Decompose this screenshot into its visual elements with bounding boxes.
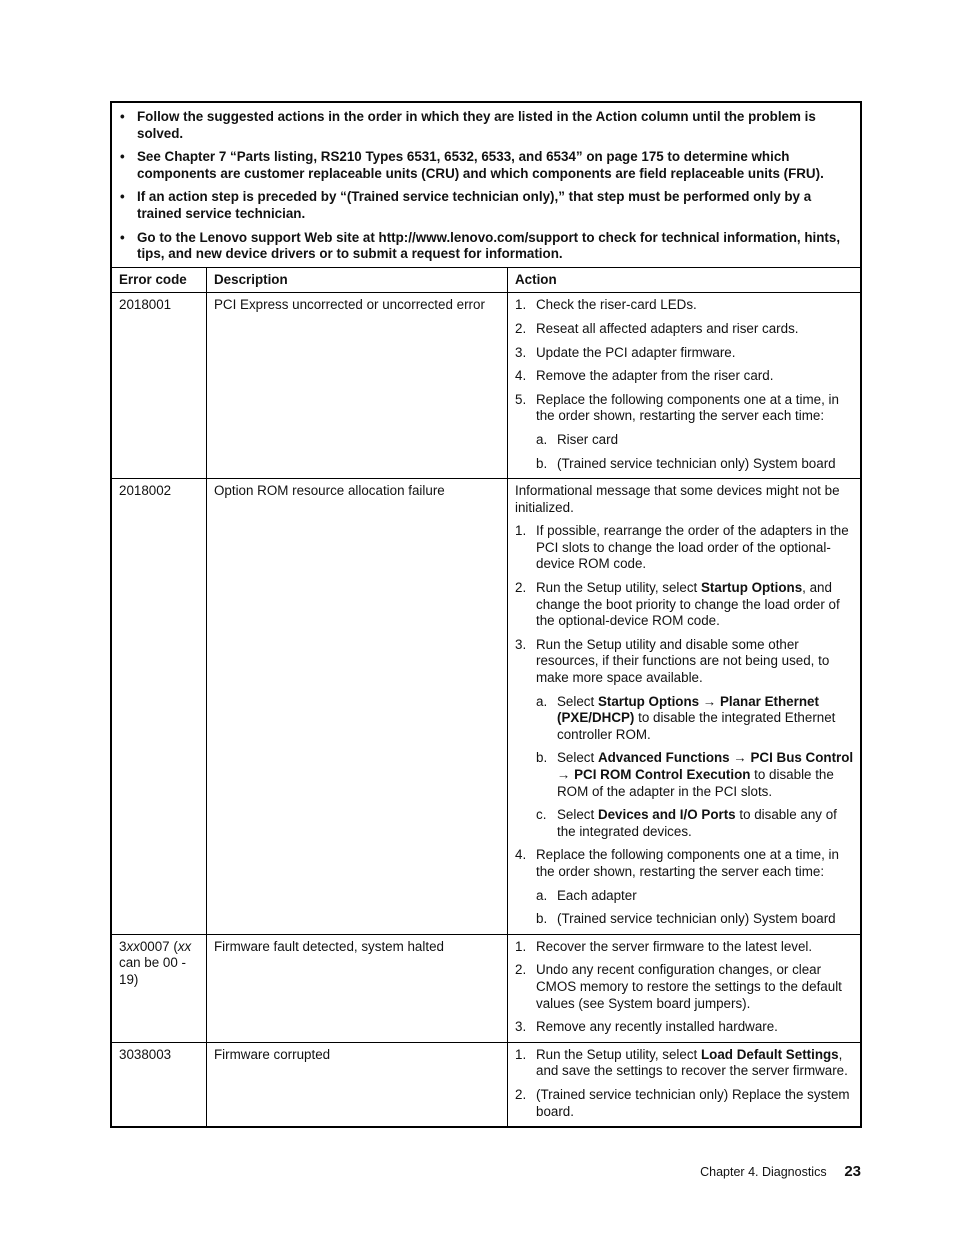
page-footer [700, 1164, 861, 1181]
description-cell: Option ROM resource allocation failure [207, 479, 508, 934]
table-row [112, 479, 860, 935]
header-error-code: Error code [112, 268, 207, 293]
action-step: 2. Run the Setup utility, select Startup Options, and change the boot priority to change the load order of the optional-device ROM code. [515, 580, 840, 629]
action-step: 1. Check the riser-card LEDs. [515, 297, 697, 313]
notes-section [112, 103, 860, 268]
action-substep: b. (Trained service technician only) System board [536, 911, 836, 927]
action-step: 1. If possible, rearrange the order of the adapters in the PCI slots to change the load order of the optional-device ROM code. [515, 523, 849, 572]
description-cell: Firmware corrupted [207, 1043, 508, 1126]
action-step: 4. Remove the adapter from the riser card. [515, 368, 774, 384]
action-cell [508, 479, 860, 934]
note-item: • Go to the Lenovo support Web site at http://www.lenovo.com/support to check for technical information, hints, tips, and new device drivers or to submit a request for information. [120, 229, 841, 262]
note-item: • See Chapter 7 “Parts listing, RS210 Types 6531, 6532, 6533, and 6534” on page 175 to determine which components are customer replaceable units (CRU) and which components are field replaceable units (FRU). [120, 149, 824, 181]
bullet-icon: • [120, 149, 125, 165]
action-substep: a. Riser card [536, 431, 619, 447]
note-item: • If an action step is preceded by “(Trained service technician only),” that step must be performed only by a trained service technician. [120, 189, 812, 221]
table-row [112, 935, 860, 1043]
bullet-icon: • [120, 189, 125, 205]
action-cell [508, 1043, 860, 1126]
action-substep: c. Select Devices and I/O Ports to disable any of the integrated devices. [536, 807, 837, 839]
error-code-cell: 3038003 [112, 1043, 207, 1126]
action-step: 3. Run the Setup utility and disable some other resources, if their functions are not being used, to make more space available. [515, 636, 830, 686]
table-row [112, 1043, 860, 1126]
arrow-icon: → [729, 750, 751, 766]
bullet-icon: • [120, 229, 125, 245]
action-substep: a. Each adapter [536, 887, 637, 903]
arrow-icon: → [699, 693, 720, 709]
action-step: 2. Undo any recent configuration changes, or clear CMOS memory to restore the settings to the default values (see System board jumpers). [515, 962, 842, 1011]
arrow-icon: → [557, 767, 575, 782]
table-row [112, 293, 860, 479]
action-substep: b. (Trained service technician only) System board [536, 455, 836, 471]
page-number: 23 [844, 1163, 861, 1180]
action-cell [508, 293, 860, 478]
header-description: Description [207, 268, 508, 293]
chapter-label: Chapter 4. Diagnostics [700, 1165, 827, 1179]
action-substep: a. Select Startup Options → Planar Ethernet (PXE/DHCP) to disable the integrated Ethernet controller ROM. [536, 693, 836, 742]
action-intro: Informational message that some devices might not be initialized. [515, 483, 840, 515]
error-code-cell: 2018002 [112, 479, 207, 934]
action-step: 2. Reseat all affected adapters and riser cards. [515, 320, 799, 336]
action-step: 3. Update the PCI adapter firmware. [515, 344, 736, 360]
error-code-cell: 2018001 [112, 293, 207, 478]
error-code-table [110, 101, 862, 1128]
bullet-icon: • [120, 109, 125, 124]
header-action: Action [515, 271, 557, 287]
action-step: 3. Remove any recently installed hardware. [515, 1019, 778, 1035]
action-step: 5. Replace the following components one at a time, in the order shown, restarting the server each time: [515, 391, 839, 424]
note-item: • Follow the suggested actions in the order in which they are listed in the Action column until the problem is solved. [120, 109, 816, 141]
action-substep: b. Select Advanced Functions → PCI Bus Control → PCI ROM Control Execution to disable the ROM of the adapter in the PCI slots. [536, 750, 854, 799]
action-step: 4. Replace the following components one at a time, in the order shown, restarting the server each time: [515, 847, 839, 879]
action-step: 1. Run the Setup utility, select Load Default Settings, and save the settings to recover the server firmware. [515, 1046, 848, 1079]
action-step: 2. (Trained service technician only) Replace the system board. [515, 1086, 850, 1119]
description-cell: Firmware fault detected, system halted [207, 935, 508, 1042]
action-cell [508, 935, 860, 1042]
error-code-cell: 3xx0007 (xx can be 00 - 19) [112, 935, 207, 1042]
description-cell: PCI Express uncorrected or uncorrected error [207, 293, 508, 478]
table-header-row [112, 268, 860, 294]
action-step: 1. Recover the server firmware to the latest level. [515, 938, 813, 954]
